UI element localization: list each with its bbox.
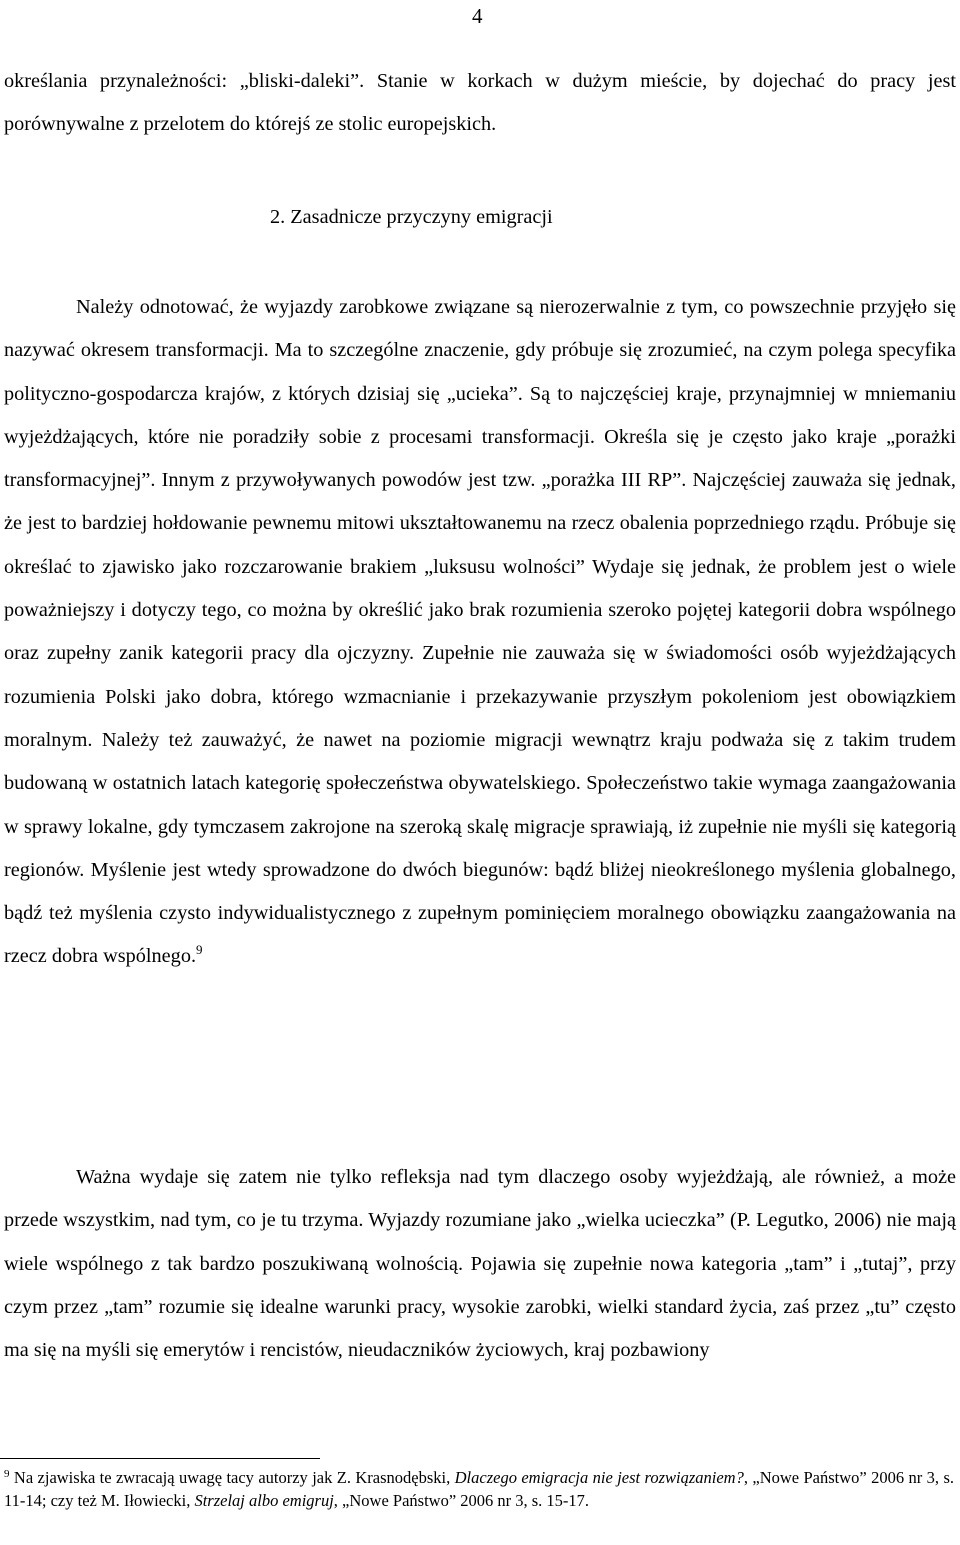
footnote-text-2: , „Nowe Państwo” 2006 nr 3, s. 11-14; czy też M. Iłowiecki,: [4, 1468, 955, 1510]
footnote-title-2: Strzelaj albo emigruj: [194, 1491, 334, 1510]
body-paragraph-1: [4, 286, 956, 979]
body-paragraph-2: Ważna wydaje się zatem nie tylko refleksja nad tym dlaczego osoby wyjeżdżają, ale również, a może przede wszystkim, nad tym, co je tu trzyma. Wyjazdy rozumiane jako „wielka ucieczka” (P. Legutko, 2006) nie mają wiele wspólnego z tak bardzo poszukiwaną wolnością. Pojawia się zupełnie nowa kategoria „tam” i „tutaj”, przy czym przez „tam” rozumie się idealne warunki pracy, wysokie zarobki, wielki standard życia, zaś przez „tu” często ma się na myśli się emerytów i rencistów, nieudaczników życiowych, kraj pozbawiony: [4, 1166, 956, 1362]
footnote-text-3: , „Nowe Państwo” 2006 nr 3, s. 15-17.: [333, 1491, 590, 1510]
footnote-text-1: Na zjawiska te zwracają uwagę tacy autorzy jak Z. Krasnodębski,: [9, 1468, 455, 1487]
body-paragraph-1-text: Należy odnotować, że wyjazdy zarobkowe związane są nierozerwalnie z tym, co powszechnie przyjęło się nazywać okresem transformacji. Ma to szczególne znaczenie, gdy próbuje się zrozumieć, na czym polega specyfika polityczno-gospodarcza krajów, z których dzisiaj się „ucieka”. Są to najczęściej kraje, przynajmniej w mniemaniu wyjeżdżających, które nie poradziły sobie z procesami transformacji. Określa się je często jako kraje „porażki transformacyjnej”. Innym z przywoływanych powodów jest tzw. „porażka III RP”. Najczęściej zauważa się jednak, że jest to bardziej hołdowanie pewnemu mitowi ukształtowanemu na rzecz obalenia poprzedniego rządu. Próbuje się określać to zjawisko jako rozczarowanie brakiem „luksusu wolności” Wydaje się jednak, że problem jest o wiele poważniejszy i dotyczy tego, co można by określić jako brak rozumienia szeroko pojętej kategorii dobra wspólnego oraz zupełny zanik kategorii pracy dla ojczyzny. Zupełnie nie zauważa się w świadomości osób wyjeżdżających rozumienia Polski jako dobra, którego wzmacnianie i przekazywanie przyszłym pokoleniom jest obowiązkiem moralnym. Należy też zauważyć, że nawet na poziomie migracji wewnątrz kraju podważa się z takim trudem budowaną w ostatnich latach kategorię społeczeństwa obywatelskiego. Społeczeństwo takie wymaga zaangażowania w sprawy lokalne, gdy tymczasem zakrojone na szeroką skalę migracje sprawiają, iż zupełnie nie myśli się kategorią regionów. Myślenie jest wtedy sprowadzone do dwóch biegunów: bądź bliżej nieokreślonego myślenia globalnego, bądź też myślenia czysto indywidualistycznego z zupełnym pominięciem moralnego obowiązku zaangażowania na rzecz dobra wspólnego.: [4, 296, 956, 968]
page-number: 4: [472, 4, 483, 28]
footnote-marker: 9: [4, 1468, 10, 1480]
footnote-reference: 9: [196, 942, 203, 958]
section-heading: 2. Zasadnicze przyczyny emigracji: [270, 206, 553, 228]
footnote-title-1: Dlaczego emigracja nie jest rozwiązaniem?: [454, 1468, 744, 1487]
footnote: [4, 1466, 954, 1512]
intro-paragraph: określania przynależności: „bliski-daleki”. Stanie w korkach w dużym mieście, by dojechać do pracy jest porównywalne z przelotem do którejś ze stolic europejskich.: [4, 70, 956, 136]
footnote-separator: [0, 1458, 320, 1459]
